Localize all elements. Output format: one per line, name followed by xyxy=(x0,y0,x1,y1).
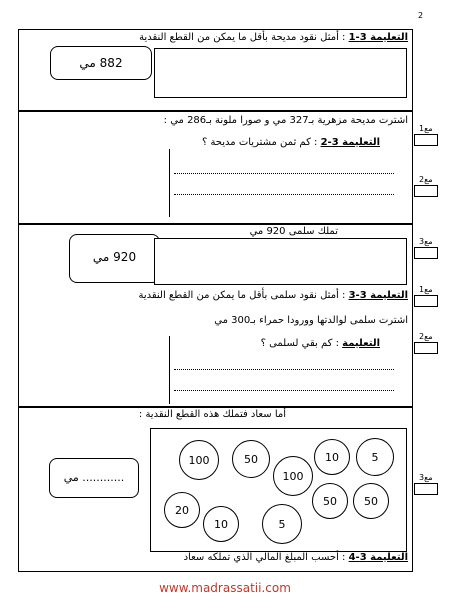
instruction-3-3 xyxy=(138,290,408,301)
coin: 10 xyxy=(203,506,239,542)
coin: 100 xyxy=(179,440,219,480)
coin: 5 xyxy=(262,504,302,544)
tab-label-1: مع1 xyxy=(419,124,433,133)
coins-frame xyxy=(150,428,407,552)
coin: 10 xyxy=(314,439,350,475)
instruction-3-2 xyxy=(202,137,380,148)
answer-line-2[interactable] xyxy=(174,390,394,391)
instruction-3-1 xyxy=(139,32,408,43)
answer-line-2[interactable] xyxy=(174,194,394,195)
coin: 100 xyxy=(273,456,313,496)
grade-tab-2[interactable] xyxy=(414,342,438,354)
answer-area[interactable] xyxy=(154,48,407,98)
instruction-text: : أحسب المبلغ المالي الذي تملكه سعاد xyxy=(183,552,346,563)
tab-label-1: مع1 xyxy=(419,285,433,294)
coin: 20 xyxy=(164,492,200,528)
tab-label-3: مع3 xyxy=(419,473,433,482)
vertical-divider xyxy=(169,336,170,404)
question-text: : كم بقي لسلمى ؟ xyxy=(260,338,339,349)
section-2 xyxy=(18,110,413,225)
answer-placeholder: ............ مي xyxy=(63,471,125,484)
tab-label-3: مع3 xyxy=(419,237,433,246)
amount-text: 882 مي xyxy=(79,56,123,70)
coin: 50 xyxy=(312,483,348,519)
instruction-text: : أمثل نقود سلمى بأقل ما يمكن من القطع النقدية xyxy=(138,290,346,301)
amount-box xyxy=(50,46,152,80)
coin: 5 xyxy=(356,438,394,476)
grade-tab-1[interactable] xyxy=(414,134,438,146)
amount-box xyxy=(69,234,160,283)
section-4 xyxy=(18,406,413,572)
coin: 50 xyxy=(353,483,389,519)
section-1 xyxy=(18,29,413,112)
coin: 50 xyxy=(232,440,270,478)
vertical-divider xyxy=(169,149,170,217)
grade-tab-2[interactable] xyxy=(414,185,438,197)
question xyxy=(261,338,380,349)
intro-text: تملك سلمى 920 مي xyxy=(249,226,338,237)
grade-tab-1[interactable] xyxy=(414,295,438,307)
amount-text: 920 مي xyxy=(92,250,137,264)
answer-line-1[interactable] xyxy=(174,369,394,370)
grade-tab-3[interactable] xyxy=(414,483,438,495)
problem-text: اشترت مديحة مزهرية بـ327 مي و صورا ملونة بـ286 مي : xyxy=(163,115,408,126)
instruction-3-4 xyxy=(184,552,408,563)
question-label: التعليمة xyxy=(342,338,380,349)
instruction-label: التعليمة 3-1 xyxy=(348,32,408,43)
instruction-label: التعليمة 3-3 xyxy=(348,290,408,301)
tab-label-2: مع2 xyxy=(419,175,433,184)
answer-area[interactable] xyxy=(154,238,407,285)
tab-label-2: مع2 xyxy=(419,332,433,341)
answer-box[interactable] xyxy=(49,458,139,498)
answer-line-1[interactable] xyxy=(174,173,394,174)
footer-url[interactable]: www.madrassatii.com xyxy=(159,581,291,595)
section-3 xyxy=(18,223,413,408)
instruction-text: : كم ثمن مشتريات مديحة ؟ xyxy=(201,137,318,148)
grade-tab-3[interactable] xyxy=(414,247,438,259)
page-number: 2 xyxy=(418,11,424,20)
intro-text: أما سعاد فتملك هذه القطع النقدية : xyxy=(138,409,286,420)
problem-text: اشترت سلمى لوالدتها وورودا حمراء بـ300 مي xyxy=(214,315,408,326)
instruction-text: : أمثل نقود مديحة بأقل ما يمكن من القطع النقدية xyxy=(139,32,346,43)
instruction-label: التعليمة 3-4 xyxy=(348,552,408,563)
instruction-label: التعليمة 3-2 xyxy=(320,137,380,148)
